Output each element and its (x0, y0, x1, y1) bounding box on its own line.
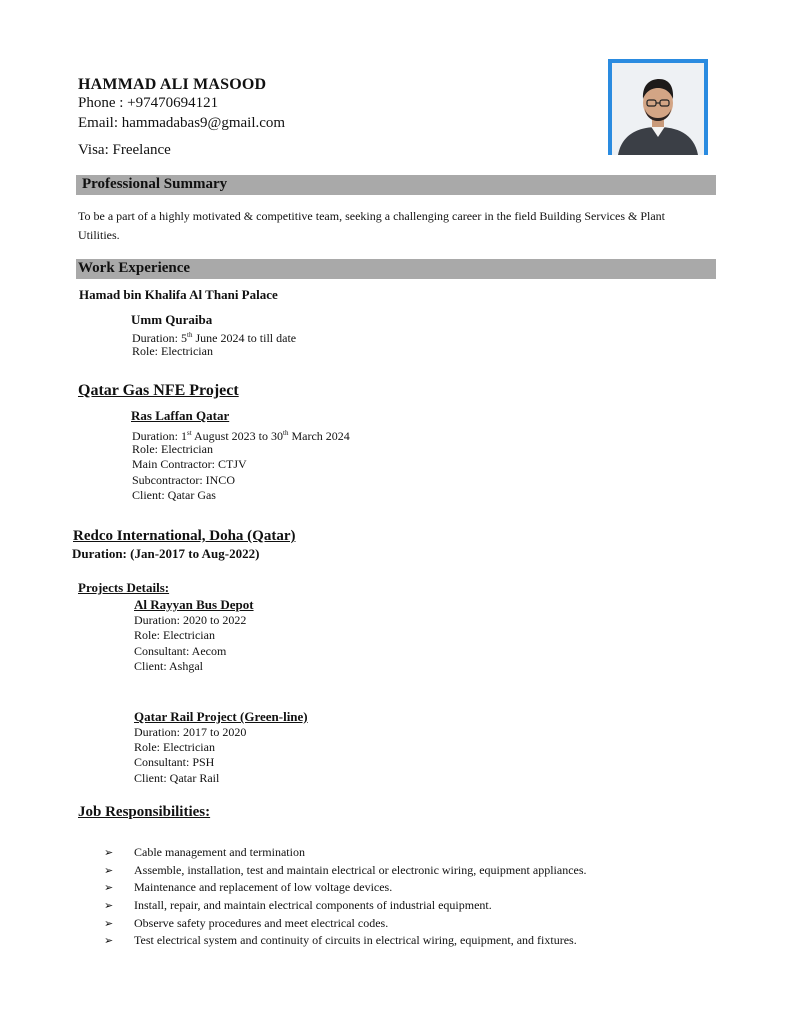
project-role: Role: Electrician (134, 628, 215, 642)
bullet-arrow-icon: ➢ (104, 847, 114, 859)
profile-photo-icon (612, 63, 704, 155)
summary-line-1: To be a part of a highly motivated & competitive team, seeking a challenging career in the field Building Services & Plant (78, 209, 665, 223)
project-name: Al Rayyan Bus Depot (134, 597, 254, 612)
project-consultant: Consultant: PSH (134, 755, 215, 769)
bullet-arrow-icon: ➢ (104, 900, 114, 912)
employer-palace: Hamad bin Khalifa Al Thani Palace (79, 287, 278, 302)
qatargas-main-contractor: Main Contractor: CTJV (132, 457, 247, 471)
bullet-arrow-icon: ➢ (104, 865, 114, 877)
project-role: Role: Electrician (134, 740, 215, 754)
palace-role: Role: Electrician (132, 344, 213, 358)
bullet-arrow-icon: ➢ (104, 918, 114, 930)
section-title-work: Work Experience (78, 260, 191, 276)
palace-duration: Duration: 5th June 2024 to till date (132, 331, 297, 345)
company-redco: Redco International, Doha (Qatar) (73, 528, 296, 544)
bullet-arrow-icon: ➢ (104, 882, 114, 894)
email-line: Email: hammadabas9@gmail.com (78, 115, 286, 131)
qatargas-duration: Duration: 1st August 2023 to 30th March 2024 (132, 429, 350, 443)
qatargas-client: Client: Qatar Gas (132, 488, 216, 502)
qatargas-role: Role: Electrician (132, 442, 213, 456)
section-bar-work (76, 259, 716, 279)
phone-line: Phone : +97470694121 (78, 95, 219, 111)
list-item: ➢ Cable management and termination (104, 845, 305, 859)
qatargas-subcontractor: Subcontractor: INCO (132, 473, 235, 487)
section-title-summary: Professional Summary (82, 176, 228, 192)
project-qatargas: Qatar Gas NFE Project (78, 382, 239, 399)
palace-location: Umm Quraiba (131, 312, 213, 327)
visa-line: Visa: Freelance (78, 142, 171, 158)
list-item: ➢ Test electrical system and continuity of circuits in electrical wiring, equipment, and fixtures. (104, 933, 577, 947)
list-item: ➢ Assemble, installation, test and maintain electrical or electronic wiring, equipment appliances. (104, 863, 587, 877)
qatargas-location: Ras Laffan Qatar (131, 408, 230, 423)
project-duration: Duration: 2017 to 2020 (134, 725, 247, 739)
project-duration: Duration: 2020 to 2022 (134, 613, 247, 627)
list-item: ➢ Install, repair, and maintain electrical components of industrial equipment. (104, 898, 492, 912)
responsibilities-title: Job Responsibilities: (78, 804, 211, 820)
profile-photo (608, 59, 708, 155)
project-name: Qatar Rail Project (Green-line) (134, 709, 308, 724)
summary-line-2: Utilities. (78, 228, 120, 242)
project-client: Client: Qatar Rail (134, 771, 220, 785)
redco-duration: Duration: (Jan-2017 to Aug-2022) (72, 546, 260, 561)
list-item: ➢ Maintenance and replacement of low voltage devices. (104, 880, 393, 894)
section-bar-summary (76, 175, 716, 195)
projects-details-label: Projects Details: (78, 580, 170, 595)
list-item: ➢ Observe safety procedures and meet electrical codes. (104, 916, 389, 930)
bullet-arrow-icon: ➢ (104, 935, 114, 947)
candidate-name: HAMMAD ALI MASOOD (78, 76, 267, 93)
project-client: Client: Ashgal (134, 659, 203, 673)
project-consultant: Consultant: Aecom (134, 644, 227, 658)
